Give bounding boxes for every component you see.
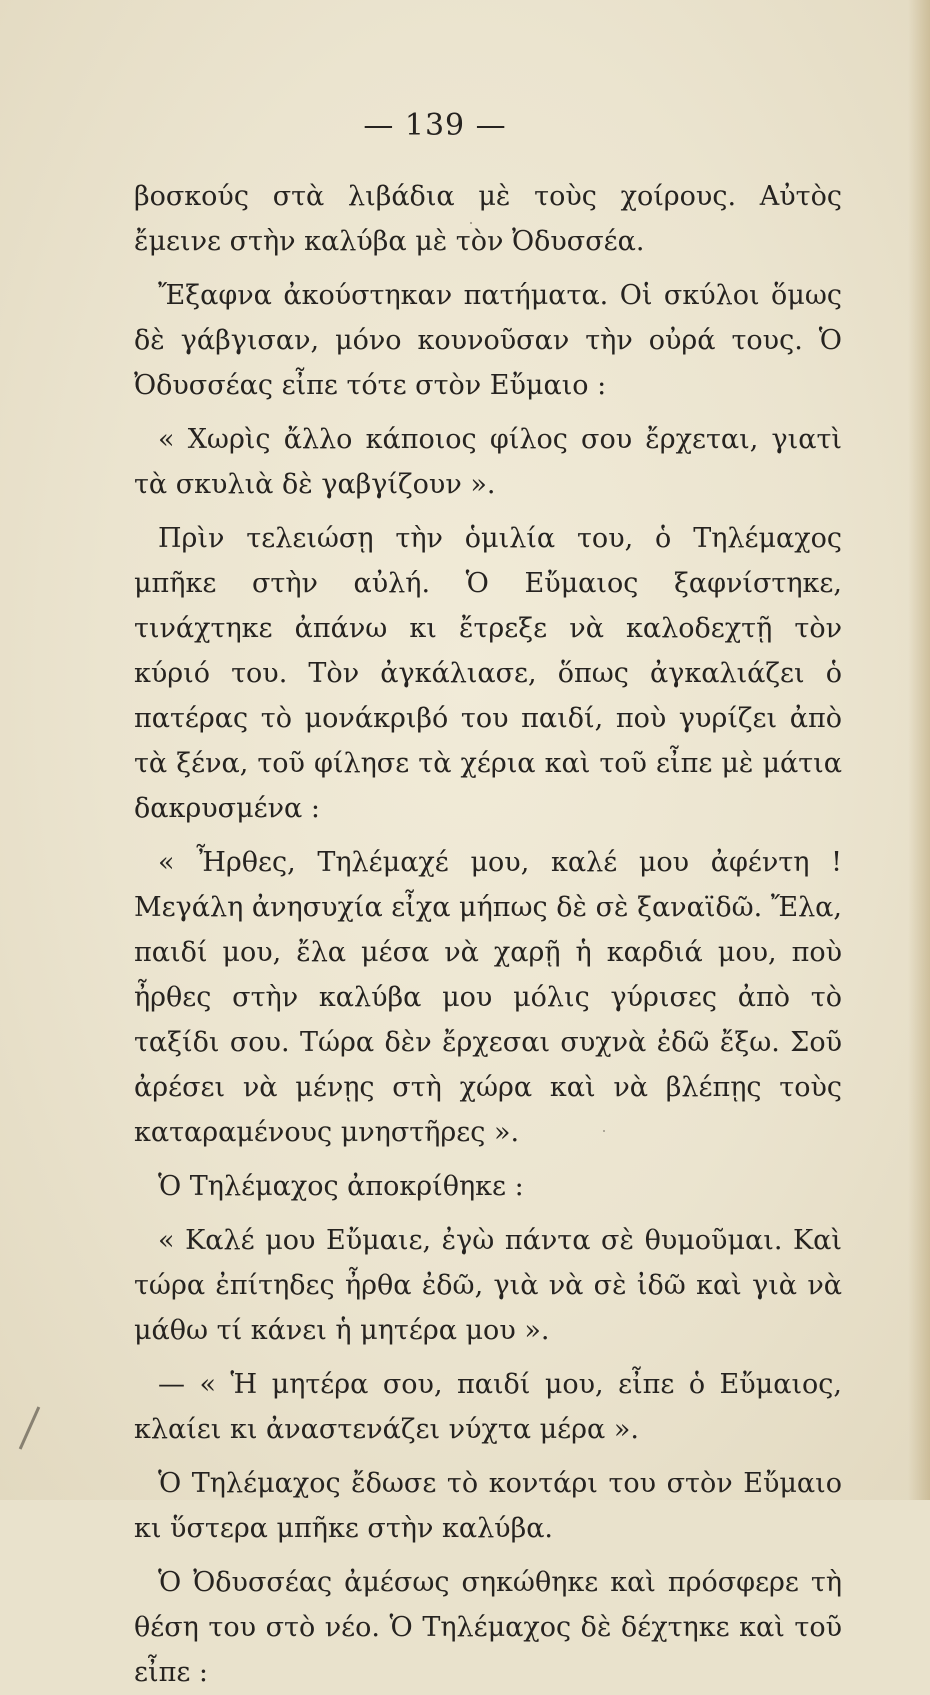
- paragraph: Ὁ Τηλέμαχος ἀποκρίθηκε :: [158, 1171, 524, 1202]
- speck: [603, 1130, 605, 1132]
- paragraph: Πρὶν τελειώσῃ τὴν ὁμιλία του, ὁ Τηλέμαχος μπῆκε στὴν αὐλή. Ὁ Εὔμαιος ξαφνίστηκε, τινάχτηκε ἀπάνω κι ἔτρεξε νὰ καλοδεχτῇ τὸν κύριό του. Τὸν ἀγκάλιασε, ὅπως ἀγκαλιάζει ὁ πατέρας τὸ μονάκριβό του παιδί, ποὺ γυρίζει ἀπὸ τὰ ξένα, τοῦ φίλησε τὰ χέρια καὶ τοῦ εἶπε μὲ μάτια δακρυσμένα :: [134, 523, 842, 824]
- paragraph: « Χωρὶς ἄλλο κάποιος φίλος σου ἔρχεται, γιατὶ τὰ σκυλιὰ δὲ γαβγίζουν ».: [134, 424, 842, 500]
- paragraph: « Καλέ μου Εὔμαιε, ἐγὼ πάντα σὲ θυμοῦμαι. Καὶ τώρα ἐπίτηδες ἦρθα ἐδῶ, γιὰ νὰ σὲ ἰδῶ καὶ γιὰ νὰ μάθω τί κάνει ἡ μητέρα μου ».: [134, 1225, 842, 1346]
- body-text: [134, 174, 842, 1695]
- page-number: — 139 —: [363, 108, 507, 143]
- paragraph: βοσκούς στὰ λιβάδια μὲ τοὺς χοίρους. Αὐτὸς ἔμεινε στὴν καλύβα μὲ τὸν Ὀδυσσέα.: [134, 181, 842, 257]
- paragraph: Ἔξαφνα ἀκούστηκαν πατήματα. Οἱ σκύλοι ὅμως δὲ γάβγισαν, μόνο κουνοῦσαν τὴν οὐρά τους. Ὁ Ὀδυσσέας εἶπε τότε στὸν Εὔμαιο :: [134, 280, 842, 401]
- paragraph: Ὁ Τηλέμαχος ἔδωσε τὸ κοντάρι του στὸν Εὔμαιο κι ὕστερα μπῆκε στὴν καλύβα.: [134, 1468, 842, 1544]
- paragraph: « Ἦρθες, Τηλέμαχέ μου, καλέ μου ἀφέντη ! Μεγάλη ἀνησυχία εἶχα μήπως δὲ σὲ ξαναϊδῶ. Ἔλα, παιδί μου, ἔλα μέσα νὰ χαρῇ ἡ καρδιά μου, ποὺ ἦρθες στὴν καλύβα μου μόλις γύρισες ἀπὸ τὸ ταξίδι σου. Τώρα δὲν ἔρχεσαι συχνὰ ἐδῶ ἔξω. Σοῦ ἀρέσει νὰ μένῃς στὴ χώρα καὶ νὰ βλέπῃς τοὺς καταραμένους μνηστῆρες ».: [134, 847, 842, 1148]
- paragraph: — « Ἡ μητέρα σου, παιδί μου, εἶπε ὁ Εὔμαιος, κλαίει κι ἀναστενάζει νύχτα μέρα ».: [134, 1369, 842, 1445]
- page-edge-shadow: [908, 0, 930, 1500]
- speck: [470, 222, 472, 224]
- paragraph: Ὁ Ὀδυσσέας ἀμέσως σηκώθηκε καὶ πρόσφερε τὴ θέση του στὸ νέο. Ὁ Τηλέμαχος δὲ δέχτηκε καὶ τοῦ εἶπε :: [134, 1567, 842, 1688]
- ink-mark: [19, 1406, 40, 1449]
